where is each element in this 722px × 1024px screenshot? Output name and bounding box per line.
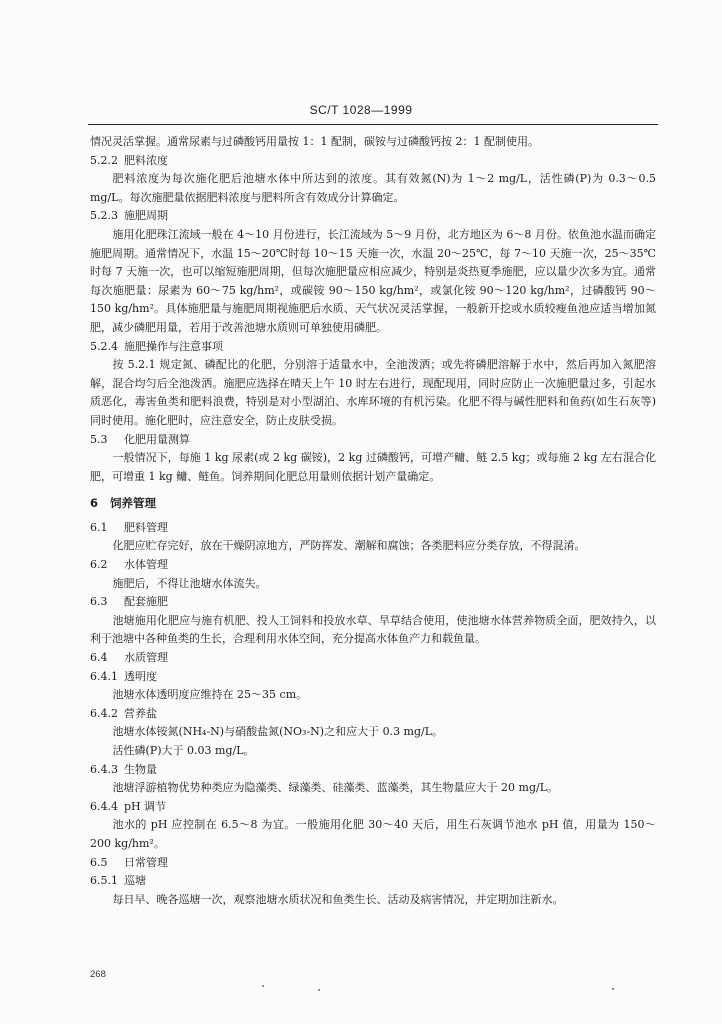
section-number: 6.4.1	[90, 669, 118, 683]
section-heading	[90, 519, 656, 538]
section-number: 6.3	[90, 595, 108, 609]
section-number: 6.5.1	[90, 874, 118, 888]
section-heading	[90, 872, 656, 891]
paragraph: 每日早、晚各巡塘一次，观察池塘水质状况和鱼类生长、活动及病害情况，并定期加注新水。	[112, 892, 564, 906]
scan-speck	[612, 988, 614, 990]
section-number: 6.4.3	[90, 762, 118, 776]
section-title: 施肥操作与注意事项	[124, 339, 223, 353]
paragraph: 池水的 pH 应控制在 6.5～8 为宜。一般施用化肥 30～40 天后，用生石灰调节池水 pH 值，用量为 150～200 kg/hm²。	[90, 818, 656, 850]
section-heading	[90, 152, 656, 171]
paragraph: 池塘水体铵氮(NH₄-N)与硝酸盐氮(NO₃-N)之和应大于 0.3 mg/L。	[112, 725, 444, 739]
section-number: 6.2	[90, 558, 108, 572]
scan-speck	[318, 989, 320, 991]
section-heading	[90, 798, 656, 817]
paragraph: 肥料浓度为每次施化肥后池塘水体中所达到的浓度。其有效氮(N)为 1～2 mg/L，活性磷(P)为 0.3～0.5 mg/L。每次施肥量依据肥料浓度与肥料所含有效成分计算确定。	[90, 172, 656, 204]
paragraph: 施用化肥珠江流域一般在 4～10 月份进行，长江流域为 5～9 月份，北方地区为 6～8 月份。依鱼池水温而确定施肥周期。通常情况下，水温 15～20℃时每 10～15 天施一次，水温 20～25℃，每 7～10 天施一次，25～35℃时每 7 天施一次，也可以缩短施肥周期，但每次施肥量应相应减少，特别是炎热夏季施肥，应以量少次多为宜。通常每次施肥量：尿素为 60～75 kg/hm²，或碳铵 90～150 kg/hm²，或氯化铵 90～120 kg/hm²，过磷酸钙 90～150 kg/hm²。具体施肥量与施肥周期视施肥后水质、天气状况灵活掌握，一般新开挖或水质较瘦鱼池应适当增加氮肥，减少磷肥用量，若用于改善池塘水质则可单独使用磷肥。	[90, 227, 656, 334]
section-number: 5.3	[90, 432, 108, 446]
paragraph: 施肥后，不得让池塘水体流失。	[112, 576, 267, 590]
section-heading	[90, 761, 656, 780]
section-title: 施肥周期	[124, 209, 168, 223]
section-heading	[90, 207, 656, 226]
section-heading	[90, 668, 656, 687]
section-title: 生物量	[124, 762, 157, 776]
section-title: 巡塘	[124, 874, 146, 888]
chapter-heading	[90, 494, 656, 513]
section-number: 6.4.2	[90, 706, 118, 720]
section-number: 5.2.2	[90, 153, 118, 167]
page-number: 268	[90, 969, 106, 980]
section-number: 6.1	[90, 520, 108, 534]
scan-speck	[262, 985, 264, 987]
paragraph: 池塘浮游植物优势种类应为隐藻类、绿藻类、硅藻类、蓝藻类，其生物量应大于 20 mg/L。	[112, 781, 559, 795]
section-heading	[90, 431, 656, 450]
section-heading	[90, 705, 656, 724]
section-number: 5.2.4	[90, 339, 118, 353]
standard-code-header: SC/T 1028—1999	[309, 103, 413, 117]
section-heading	[90, 593, 656, 612]
section-title: 配套施肥	[124, 595, 168, 609]
section-heading	[90, 556, 656, 575]
document-body	[90, 133, 656, 909]
paragraph: 按 5.2.1 规定氮、磷配比的化肥，分别溶于适量水中，全池泼洒；或先将磷肥溶解于水中，然后再加入氮肥溶解，混合均匀后全池泼洒。施肥应选择在晴天上午 10 时左右进行，现配现用，同时应防止一次施肥量过多，引起水质恶化，毒害鱼类和肥料浪费，特别是对小型湖泊、水库环境的有机污染。化肥不得与碱性肥料和鱼药(如生石灰等)同时使用。施化肥时，应注意安全，防止皮肤受损。	[90, 358, 656, 427]
paragraph: 池塘水体透明度应维持在 25～35 cm。	[112, 688, 308, 702]
section-number: 6.5	[90, 855, 108, 869]
section-number: 6.4	[90, 651, 108, 665]
section-number: 5.2.3	[90, 209, 118, 223]
paragraph: 情况灵活掌握。通常尿素与过磷酸钙用量按 1：1 配制，碳铵与过磷酸钙按 2：1 配制使用。	[90, 135, 539, 148]
section-title: 化肥用量测算	[124, 432, 190, 446]
paragraph: 一般情况下，每施 1 kg 尿素(或 2 kg 碳铵)，2 kg 过磷酸钙，可增产鳙、鲢 2.5 kg；或每施 2 kg 左右混合化肥，可增重 1 kg 鳙、鲢鱼。饲养期间化肥总用量则依据计划产量确定。	[90, 451, 656, 483]
section-title: 水质管理	[124, 651, 168, 665]
section-title: 肥料管理	[124, 520, 168, 534]
paragraph: 化肥应贮存完好，放在干燥阴凉地方，严防挥发、潮解和腐蚀；各类肥料应分类存放，不得混淆。	[112, 539, 586, 553]
section-title: pH 调节	[124, 799, 167, 813]
section-title: 水体管理	[124, 558, 168, 572]
paragraph: 活性磷(P)大于 0.03 mg/L。	[112, 744, 255, 757]
section-number: 6.4.4	[90, 799, 118, 813]
section-heading	[90, 338, 656, 357]
section-title: 透明度	[124, 669, 157, 683]
header-divider	[88, 124, 658, 125]
section-heading	[90, 854, 656, 873]
section-title: 日常管理	[124, 855, 168, 869]
section-title: 饲养管理	[110, 496, 156, 511]
section-title: 营养盐	[124, 706, 157, 720]
section-title: 肥料浓度	[124, 153, 168, 167]
section-number: 6	[90, 496, 99, 511]
section-heading	[90, 649, 656, 668]
paragraph: 池塘施用化肥应与施有机肥、投人工饲料和投放水草、旱草结合使用，使池塘水体营养物质全面，肥效持久，以利于池塘中各种鱼类的生长，合理利用水体空间，充分提高水体鱼产力和载鱼量。	[90, 613, 656, 646]
